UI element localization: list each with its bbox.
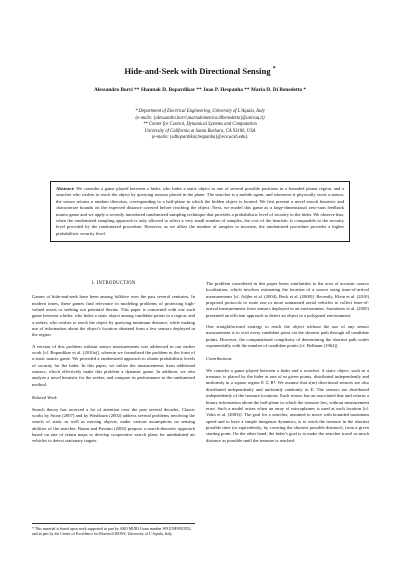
paragraph: A version of this problem without sensor measurements was addressed in our earlier work [cf. Bopardikar et al. (2010a)], wherein we formalized the problem in the form of a static matrix game. We provided a randomized approach to obtain probabilistic levels of security for the hider. In this paper, we utilize the measurements from additional sensors, which effectively make this problem a dynamic game. In addition, we also analyze a novel heuristic for the seeker, and compare its performance to the randomized method. (32, 343, 195, 387)
affiliation-line: (e-mails: {alessandro.borri,mariadomenica.dibenedetto}@univaq.it) (135, 115, 265, 121)
affiliations (0, 109, 400, 142)
subsection-heading: Contributions (206, 356, 232, 362)
section-heading: 1. INTRODUCTION (91, 281, 136, 286)
abstract-box (50, 181, 350, 242)
abstract-text: We consider a game played between a hider, who hides a static object in one of several possible positions in a bounded planar region, and a searcher who wishes to reach the object by querying sensors placed in the plane. The searcher is a mobile agent, and whenever it physically visits a sensor, the sensor returns a random direction, corresponding to a half-plane in which the hidden object is located. We first present a novel search heuristic and characterize bounds on the expected distance covered before reaching the object. Next, we model this game as a large-dimensional zero-sum feedback matrix game and we apply a recently introduced randomized sampling technique that provides a probabilistic level of security to the hider. We observe that, when the randomized sampling approach is only allowed to select a very small number of samples, the cost of the heuristic is comparable to the security level provided by the randomized procedure. However, as we allow the number of samples to increase, the randomized procedure provides a higher probabilistic security level. (56, 186, 344, 236)
affiliation-line: University of California at Santa Barbara, CA 93106, USA (144, 128, 256, 134)
left-column (32, 281, 195, 450)
subsection-heading: Related Work (32, 395, 57, 401)
author-list: Alessandro Borri ** Shaunak D. Bopardikar ** Joao P. Hespanha ** Maria D. Di Benedetto * (93, 87, 307, 93)
paragraph: The problem considered in this paper bears similarities to the area of acoustic source localization, which involves estimating the location of a source using time-of-arrival measurements [cf. Adjler et al. (2004), Beck et al. (2008)]. Recently, Klein et al. (2010) proposed protocols to route one or more unmanned aerial vehicles to collect time-of-arrival measurements from sensors deployed in an environment. Sarmiento et al. (2005) presented an efficient approach to detect an object in a polygonal environment. (206, 281, 369, 318)
title-text: Hide-and-Seek with Directional Sensing (124, 66, 271, 76)
paragraph: Games of hide-and-seek have been among folklore over the past several centuries. In modern times, these games find relevance in modeling problems of protecting high-valued assets or seeking out potential threats. This paper is concerned with one such game between a hider, who hides a static object among candidate points in a region, and a seeker, who wishes to reach the object by querying minimum distance, while making use of information about the object's location obtained from a few sensors deployed in the region. (32, 294, 195, 338)
paragraph: Search theory has received a lot of attention over the past several decades. Classic works by Stone (2007) and by Washburn (2002) address several problems involving the search of static as well as moving objects, under various assumptions on sensing abilities of the searcher. Baum and Passino (2002) propose a search-theoretic approach based on rate of return maps to develop cooperative search plans for uninhabited air vehicles to detect stationary targets. (32, 406, 195, 444)
paragraph: We consider a game played between a hider and a searcher. A static object, such as a treasure, is placed by the hider at one of m given points, distributed independently and uniformly in a square region E ⊂ R². We assume that s(m) directional sensors are also distributed independently and uniformly randomly in E. The sensors are distributed independently of the treasure locations. Each sensor has an associated line and returns a binary information about the half-plane in which the treasure lies, without measurement error. Such a model arises when an array of microphones is used at each location [cf. Valin et al. (2003)]. The goal for a searcher, assumed to move with bounded maximum speed and to have a simple integrator dynamics, is to reach the treasure in the shortest possible time (or equivalently, by covering the shortest possible distance), from a given starting point. On the other hand, the hider's goal is to make the searcher travel as much distance as possible until the treasure is reached. (206, 367, 369, 443)
title-footnote-mark: * (272, 66, 276, 73)
abstract-label: Abstract: (56, 186, 75, 191)
footnote: * This material is based upon work supported in part by ARO MURI Grant number W911NF0910553, and in part by the Center of Excellence for Research DEWS, University of L'Aquila, Italy. (32, 523, 195, 537)
affiliation-line: * Department of Electrical Engineering, University of L'Aquila, Italy (135, 109, 265, 114)
right-column (206, 281, 369, 449)
affiliation-line: (e-mails: {sdbopardikar,hespanha}@ece.ucsb.edu). (151, 135, 249, 140)
paper-title (0, 66, 400, 76)
affiliation-line: ** Center for Control, Dynamical Systems and Computation (143, 122, 257, 127)
paragraph: One straightforward strategy to reach the object without the use of any sensor measurement is to visit every candidate point via the shortest path through all candidate points. However, the computational complexity of determining the shortest path scales exponentially with the number of candidate points [cf. Bellman (1962)]. (206, 324, 369, 349)
